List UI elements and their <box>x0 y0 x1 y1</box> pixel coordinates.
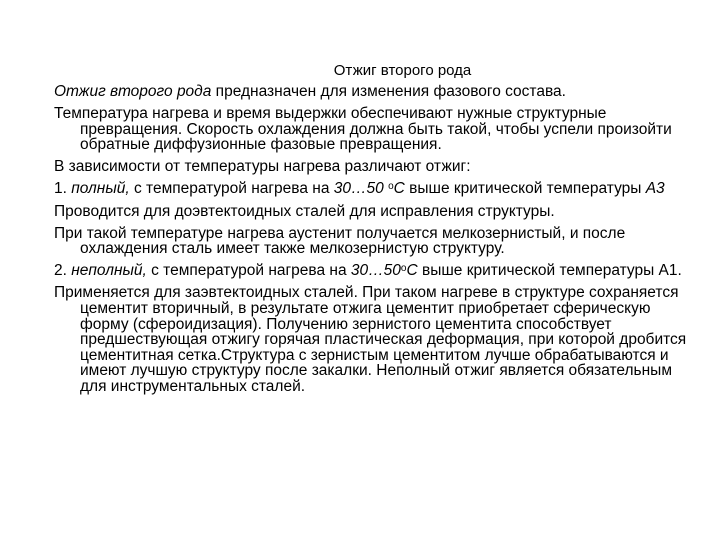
slide-title: Отжиг второго рода <box>333 62 472 79</box>
anneal-kind: полный, <box>71 180 130 198</box>
paragraph-full-anneal: 1. полный, с температурой нагрева на 30…50 $^о$С выше критической температуры А3 <box>54 180 665 198</box>
anneal-kind: неполный, <box>71 262 147 280</box>
paragraph-hypoeutectoid: Проводится для доэвтектоидных сталей для исправления структуры. <box>54 202 555 220</box>
degree-sign: о <box>400 263 407 275</box>
item-number: 1. <box>54 180 67 198</box>
paragraph-types-intro: В зависимости от температуры нагрева различают отжиг: <box>54 158 471 176</box>
critical-point: А1. <box>658 262 682 280</box>
temperature-range: 30…50 <box>333 180 384 198</box>
term-italic: Отжиг второго рода <box>54 83 212 100</box>
item-number: 2. <box>54 262 67 280</box>
paragraph-heating: Температура нагрева и время выдержки обеспечивают нужные структурные превращения. Скорость охлаждения должна быть такой, чтобы успели произойти обратные диффузионные фазовые превращения. <box>54 105 672 154</box>
temperature-unit: С <box>406 262 418 280</box>
critical-point: А3 <box>645 180 665 198</box>
paragraph-text: предназначен для изменения фазового состава. <box>211 83 566 100</box>
degree-sign: о <box>388 181 394 193</box>
temperature-unit: С <box>393 180 405 198</box>
slide-body <box>54 84 694 401</box>
paragraph-hypereutectoid: Применяется для заэвтектоидных сталей. При таком нагреве в структуре сохраняется цементит вторичный, в результате отжига цементит приобретает сферическую форму (сфероидизация). Получению зернистого цементита способствует предшествующая отжигу горячая пластическая деформация, при которой дробится цементитная сетка.Структура с зернистым цементитом лучше обрабатываются и имеют лучшую структуру после закалки. Неполный отжиг является обязательным для инструментальных сталей. <box>54 284 687 395</box>
paragraph-partial-anneal: 2. неполный, с температурой нагрева на $30\dots 50^оС$ выше критической температуры А1. <box>54 262 682 280</box>
temperature-range: 30…50 <box>350 262 401 280</box>
paragraph-fine-grain: При такой температуре нагрева аустенит получается мелкозернистый, и после охлаждения сталь имеет также мелкозернистую структуру. <box>54 224 626 258</box>
paragraph-definition <box>54 84 694 100</box>
